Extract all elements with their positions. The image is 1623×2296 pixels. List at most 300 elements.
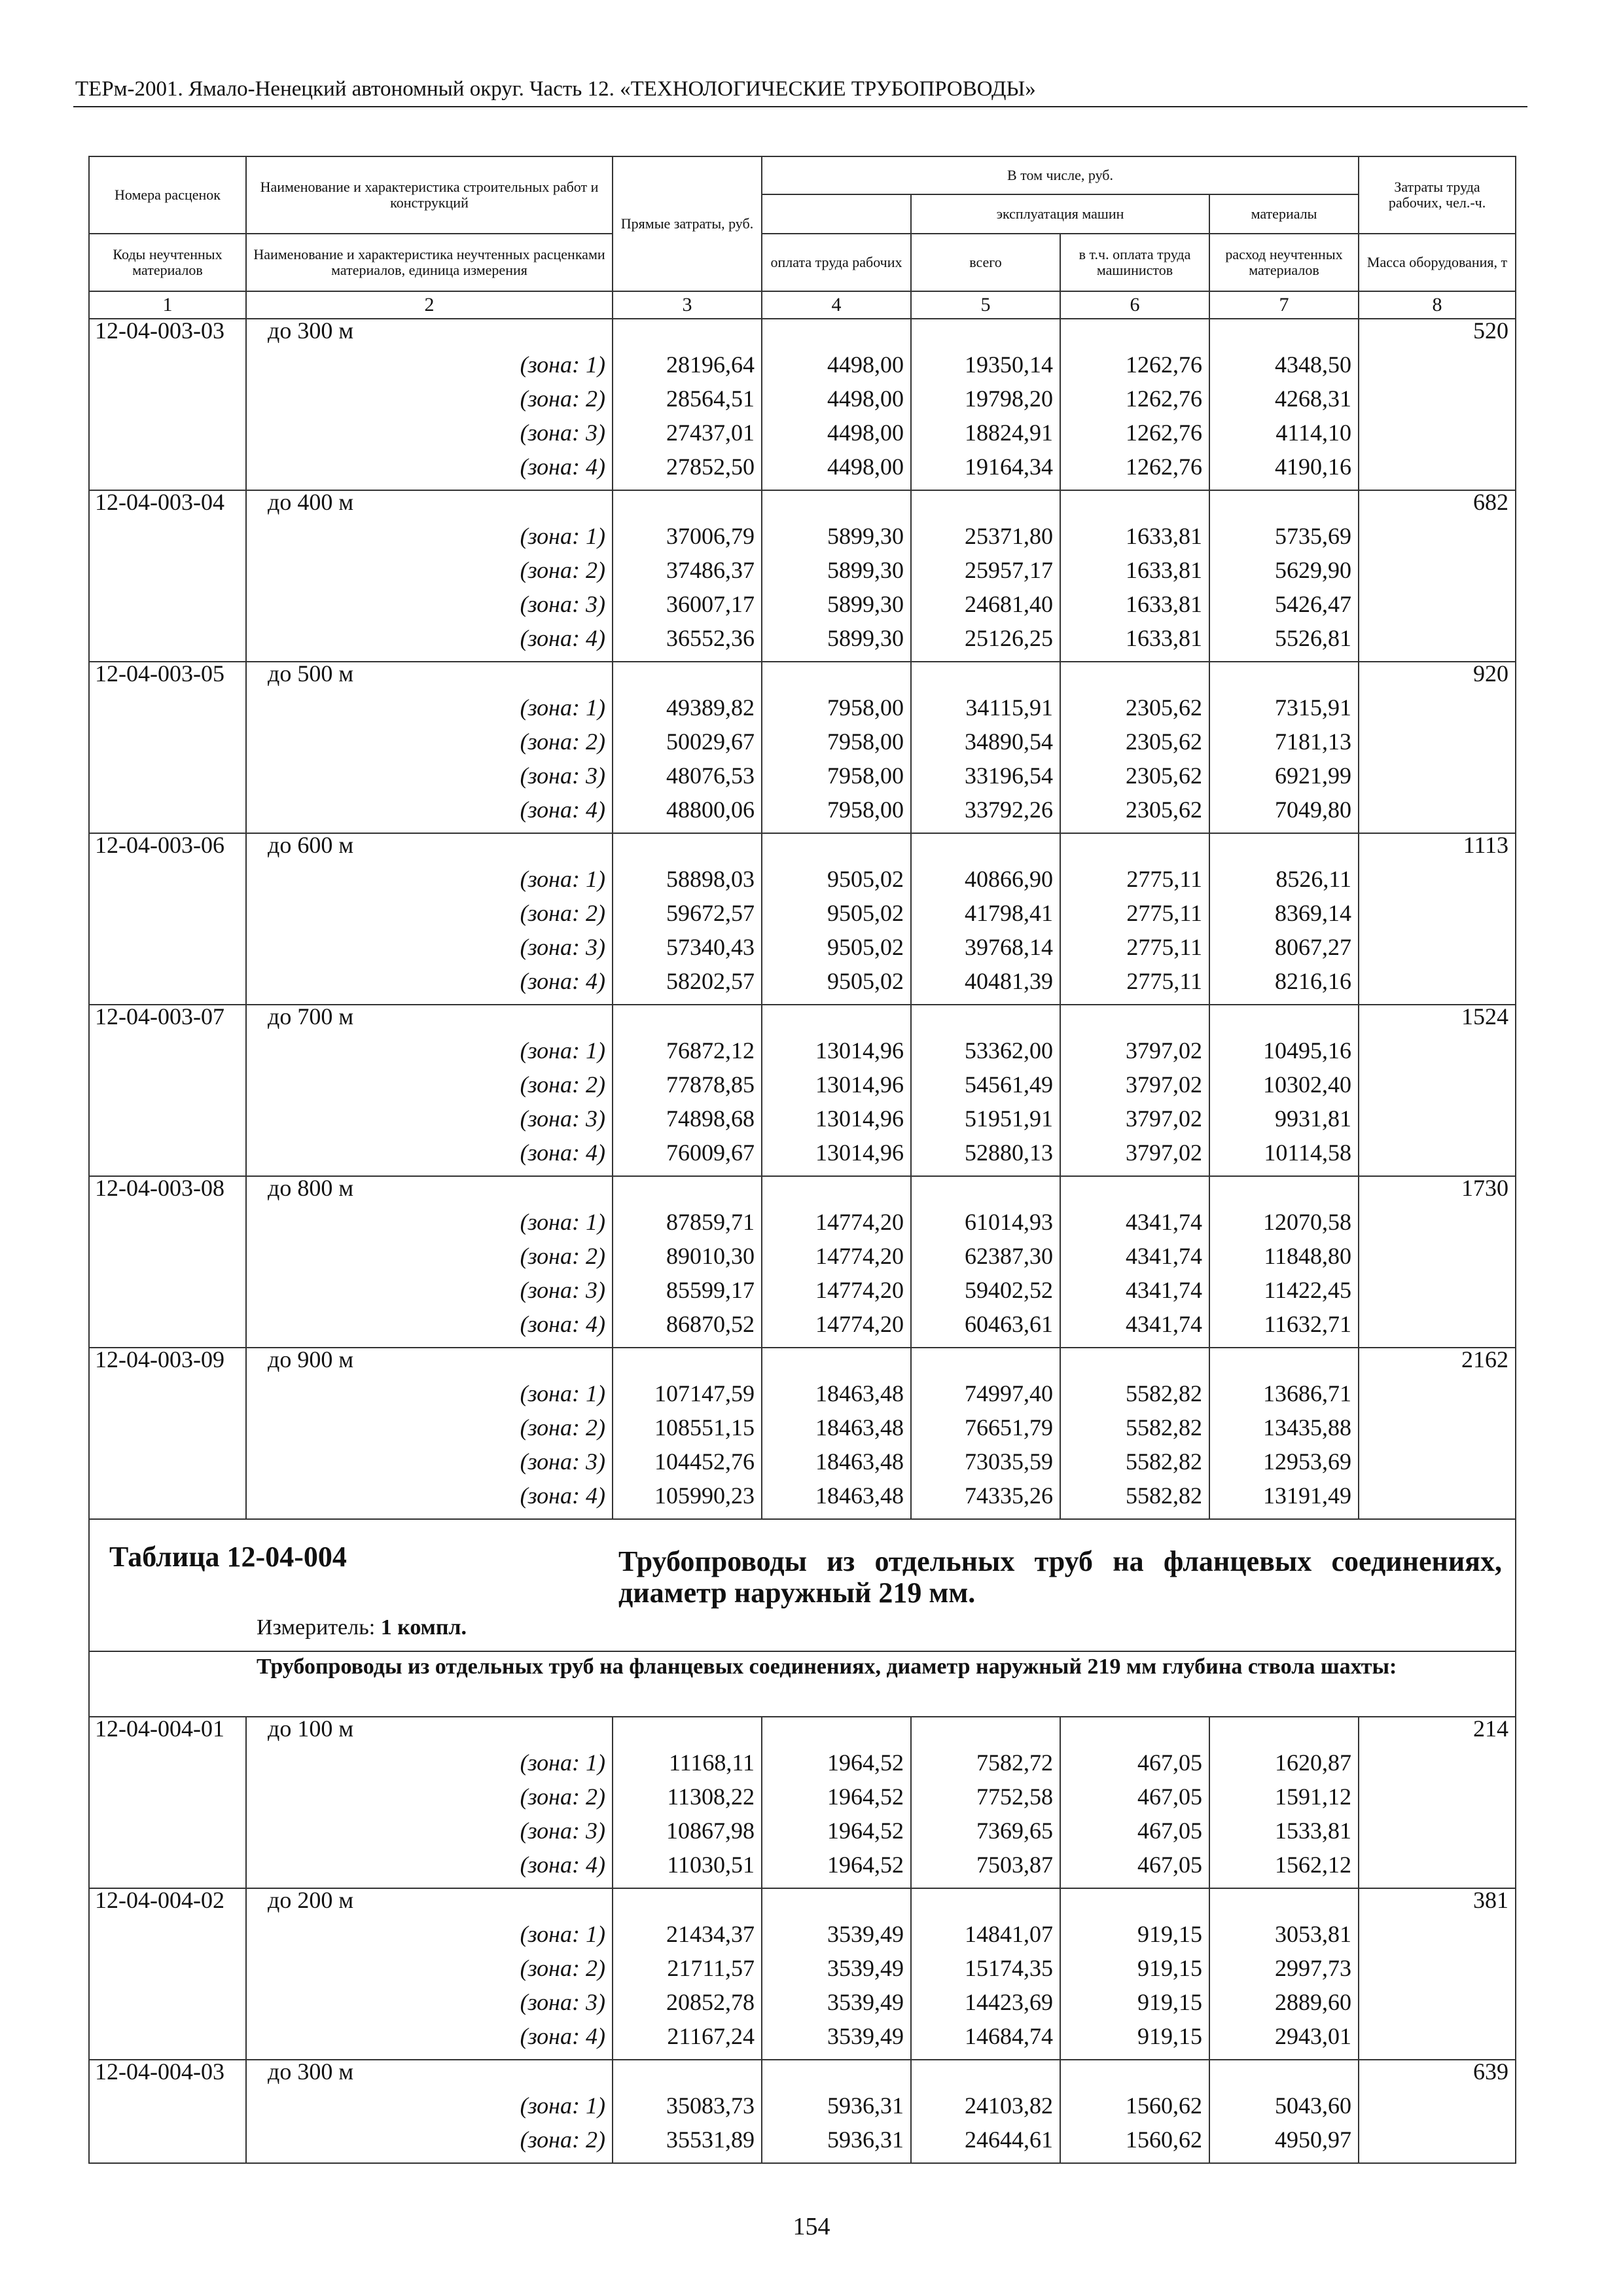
worker-pay: 5899,30 <box>762 627 911 662</box>
empty-cell <box>89 1382 246 1416</box>
depth-label: до 100 м <box>246 1717 613 1751</box>
empty-cell <box>762 490 911 525</box>
empty-cell <box>89 764 246 798</box>
empty-cell <box>89 1785 246 1820</box>
direct-costs: 28196,64 <box>613 353 762 387</box>
col-header-materials: материалы <box>1209 194 1359 234</box>
rate-code: 12-04-004-01 <box>89 1717 246 1751</box>
direct-costs: 49389,82 <box>613 696 762 730</box>
rate-group-row <box>89 1176 1516 1211</box>
zone-label: (зона: 1) <box>246 1039 613 1073</box>
empty-cell <box>89 696 246 730</box>
empty-cell <box>89 970 246 1005</box>
materials-cost: 1591,12 <box>1209 1785 1359 1820</box>
zone-label: (зона: 4) <box>246 1313 613 1348</box>
worker-pay: 1964,52 <box>762 1785 911 1820</box>
driver-pay: 4341,74 <box>1060 1245 1209 1279</box>
machines-total: 52880,13 <box>911 1141 1060 1176</box>
empty-cell <box>89 1484 246 1519</box>
empty-cell <box>1359 1854 1516 1888</box>
driver-pay: 919,15 <box>1060 1923 1209 1957</box>
zone-row <box>89 902 1516 936</box>
zone-label: (зона: 3) <box>246 422 613 456</box>
empty-cell <box>1359 1957 1516 1991</box>
zone-label: (зона: 1) <box>246 2094 613 2128</box>
driver-pay: 919,15 <box>1060 1991 1209 2025</box>
zone-row <box>89 1039 1516 1073</box>
empty-cell <box>89 422 246 456</box>
col-header-equipment-mass: Масса оборудования, т <box>1359 234 1516 291</box>
zone-row <box>89 2025 1516 2060</box>
materials-cost: 8526,11 <box>1209 868 1359 902</box>
machines-total: 7503,87 <box>911 1854 1060 1888</box>
zone-label: (зона: 3) <box>246 1820 613 1854</box>
empty-cell <box>911 1888 1060 1923</box>
rate-group-row <box>89 662 1516 696</box>
worker-pay: 14774,20 <box>762 1279 911 1313</box>
zone-label: (зона: 4) <box>246 1854 613 1888</box>
direct-costs: 37486,37 <box>613 559 762 593</box>
direct-costs: 50029,67 <box>613 730 762 764</box>
zone-row <box>89 764 1516 798</box>
direct-costs: 57340,43 <box>613 936 762 970</box>
running-header: ТЕРм-2001. Ямало-Ненецкий автономный округ. Часть 12. «ТЕХНОЛОГИЧЕСКИЕ ТРУБОПРОВОДЫ» <box>75 77 1036 101</box>
empty-cell <box>89 1450 246 1484</box>
direct-costs: 28564,51 <box>613 387 762 422</box>
empty-cell <box>911 1348 1060 1382</box>
rate-code: 12-04-003-05 <box>89 662 246 696</box>
machines-total: 34115,91 <box>911 696 1060 730</box>
driver-pay: 467,05 <box>1060 1751 1209 1785</box>
empty-cell <box>89 559 246 593</box>
machines-total: 14423,69 <box>911 1991 1060 2025</box>
materials-cost: 2889,60 <box>1209 1991 1359 2025</box>
direct-costs: 35083,73 <box>613 2094 762 2128</box>
direct-costs: 108551,15 <box>613 1416 762 1450</box>
driver-pay: 1560,62 <box>1060 2094 1209 2128</box>
rate-group-row <box>89 1348 1516 1382</box>
empty-cell <box>762 1348 911 1382</box>
rate-group-row <box>89 490 1516 525</box>
machines-total: 51951,91 <box>911 1107 1060 1141</box>
empty-cell <box>1209 490 1359 525</box>
empty-cell <box>1359 730 1516 764</box>
depth-label: до 900 м <box>246 1348 613 1382</box>
zone-row <box>89 2094 1516 2128</box>
depth-label: до 600 м <box>246 833 613 868</box>
empty-cell <box>1359 1751 1516 1785</box>
empty-cell <box>1359 1279 1516 1313</box>
machines-total: 7582,72 <box>911 1751 1060 1785</box>
machines-total: 60463,61 <box>911 1313 1060 1348</box>
worker-pay: 14774,20 <box>762 1245 911 1279</box>
col-number: 4 <box>762 291 911 319</box>
empty-cell <box>89 1416 246 1450</box>
empty-cell <box>89 1313 246 1348</box>
direct-costs: 35531,89 <box>613 2128 762 2163</box>
direct-costs: 48800,06 <box>613 798 762 833</box>
machines-total: 34890,54 <box>911 730 1060 764</box>
zone-label: (зона: 2) <box>246 1416 613 1450</box>
empty-cell <box>1359 1141 1516 1176</box>
direct-costs: 86870,52 <box>613 1313 762 1348</box>
driver-pay: 2775,11 <box>1060 868 1209 902</box>
machines-total: 40866,90 <box>911 868 1060 902</box>
zone-row <box>89 353 1516 387</box>
driver-pay: 467,05 <box>1060 1820 1209 1854</box>
rate-group-row <box>89 2060 1516 2094</box>
empty-cell <box>89 593 246 627</box>
col-number: 6 <box>1060 291 1209 319</box>
empty-cell <box>89 1039 246 1073</box>
empty-cell <box>1060 319 1209 353</box>
worker-pay: 14774,20 <box>762 1211 911 1245</box>
zone-label: (зона: 4) <box>246 970 613 1005</box>
machines-total: 59402,52 <box>911 1279 1060 1313</box>
driver-pay: 1560,62 <box>1060 2128 1209 2163</box>
empty-cell <box>89 525 246 559</box>
direct-costs: 36007,17 <box>613 593 762 627</box>
materials-cost: 5426,47 <box>1209 593 1359 627</box>
zone-row <box>89 1416 1516 1450</box>
empty-cell <box>613 2060 762 2094</box>
empty-cell <box>1209 1176 1359 1211</box>
zone-row <box>89 1991 1516 2025</box>
zone-label: (зона: 4) <box>246 627 613 662</box>
zone-row <box>89 696 1516 730</box>
zone-label: (зона: 2) <box>246 730 613 764</box>
worker-pay: 3539,49 <box>762 2025 911 2060</box>
machines-total: 33792,26 <box>911 798 1060 833</box>
section-12-04-004 <box>89 1519 1516 1717</box>
zone-row <box>89 1279 1516 1313</box>
machines-total: 7369,65 <box>911 1820 1060 1854</box>
materials-cost: 5629,90 <box>1209 559 1359 593</box>
empty-cell <box>1060 490 1209 525</box>
empty-cell <box>1359 593 1516 627</box>
materials-cost: 4348,50 <box>1209 353 1359 387</box>
worker-pay: 13014,96 <box>762 1141 911 1176</box>
materials-cost: 10302,40 <box>1209 1073 1359 1107</box>
driver-pay: 5582,82 <box>1060 1382 1209 1416</box>
machines-total: 14841,07 <box>911 1923 1060 1957</box>
machines-total: 15174,35 <box>911 1957 1060 1991</box>
empty-cell <box>1359 422 1516 456</box>
measure-value: 1 компл. <box>380 1615 467 1640</box>
worker-pay: 18463,48 <box>762 1382 911 1416</box>
empty-cell <box>911 1005 1060 1039</box>
empty-cell <box>89 1957 246 1991</box>
col-number: 7 <box>1209 291 1359 319</box>
page-number: 154 <box>793 2213 830 2240</box>
zone-row <box>89 1313 1516 1348</box>
zone-label: (зона: 1) <box>246 1382 613 1416</box>
empty-cell <box>89 387 246 422</box>
empty-cell <box>1359 1313 1516 1348</box>
zone-label: (зона: 2) <box>246 559 613 593</box>
measure-label: Измеритель: <box>257 1615 376 1640</box>
direct-costs: 27852,50 <box>613 456 762 490</box>
empty-cell <box>762 662 911 696</box>
zone-label: (зона: 2) <box>246 387 613 422</box>
materials-cost: 10114,58 <box>1209 1141 1359 1176</box>
machines-total: 74335,26 <box>911 1484 1060 1519</box>
driver-pay: 2775,11 <box>1060 970 1209 1005</box>
col-header-material-codes: Коды неучтенных материалов <box>89 234 246 291</box>
empty-cell <box>613 1348 762 1382</box>
empty-cell <box>89 456 246 490</box>
driver-pay: 2775,11 <box>1060 902 1209 936</box>
rate-code: 12-04-004-02 <box>89 1888 246 1923</box>
zone-row <box>89 1211 1516 1245</box>
machines-total: 41798,41 <box>911 902 1060 936</box>
driver-pay: 3797,02 <box>1060 1073 1209 1107</box>
direct-costs: 11308,22 <box>613 1785 762 1820</box>
direct-costs: 74898,68 <box>613 1107 762 1141</box>
machines-total: 33196,54 <box>911 764 1060 798</box>
worker-pay: 3539,49 <box>762 1991 911 2025</box>
empty-cell <box>613 833 762 868</box>
col-number: 2 <box>246 291 613 319</box>
worker-pay: 5899,30 <box>762 593 911 627</box>
driver-pay: 4341,74 <box>1060 1313 1209 1348</box>
machines-total: 25371,80 <box>911 525 1060 559</box>
empty-cell <box>1060 1888 1209 1923</box>
empty-cell <box>613 1888 762 1923</box>
direct-costs: 11168,11 <box>613 1751 762 1785</box>
direct-costs: 105990,23 <box>613 1484 762 1519</box>
table-title: Трубопроводы из отдельных труб на фланцевых соединениях, диаметр наружный 219 мм. <box>618 1545 1502 1609</box>
zone-row <box>89 1245 1516 1279</box>
empty-cell <box>1359 1211 1516 1245</box>
worker-pay: 4498,00 <box>762 422 911 456</box>
machines-total: 61014,93 <box>911 1211 1060 1245</box>
section-title-block <box>89 1519 1516 1651</box>
zone-label: (зона: 2) <box>246 902 613 936</box>
zone-row <box>89 730 1516 764</box>
worker-pay: 4498,00 <box>762 353 911 387</box>
zone-row <box>89 1751 1516 1785</box>
empty-cell <box>89 1751 246 1785</box>
materials-cost: 4268,31 <box>1209 387 1359 422</box>
empty-cell <box>89 627 246 662</box>
empty-cell <box>1359 936 1516 970</box>
machines-total: 24644,61 <box>911 2128 1060 2163</box>
empty-cell <box>613 1176 762 1211</box>
labor-cost: 381 <box>1359 1888 1516 1923</box>
zone-label: (зона: 3) <box>246 1279 613 1313</box>
empty-cell <box>89 1073 246 1107</box>
machines-total: 19350,14 <box>911 353 1060 387</box>
machines-total: 14684,74 <box>911 2025 1060 2060</box>
zone-label: (зона: 2) <box>246 1957 613 1991</box>
zone-label: (зона: 4) <box>246 798 613 833</box>
empty-cell <box>1359 1785 1516 1820</box>
empty-cell <box>1359 1991 1516 2025</box>
zone-label: (зона: 2) <box>246 1073 613 1107</box>
driver-pay: 3797,02 <box>1060 1141 1209 1176</box>
zone-label: (зона: 4) <box>246 456 613 490</box>
empty-cell <box>911 2060 1060 2094</box>
zone-label: (зона: 3) <box>246 1450 613 1484</box>
materials-cost: 4950,97 <box>1209 2128 1359 2163</box>
col-header-worker-pay: оплата труда рабочих <box>762 234 911 291</box>
driver-pay: 1633,81 <box>1060 627 1209 662</box>
empty-cell <box>89 1141 246 1176</box>
empty-cell <box>1359 970 1516 1005</box>
empty-cell <box>1209 833 1359 868</box>
materials-cost: 12953,69 <box>1209 1450 1359 1484</box>
machines-total: 24103,82 <box>911 2094 1060 2128</box>
worker-pay: 7958,00 <box>762 798 911 833</box>
empty-cell <box>1209 662 1359 696</box>
materials-cost: 8216,16 <box>1209 970 1359 1005</box>
machines-total: 40481,39 <box>911 970 1060 1005</box>
col-header-machines: эксплуатация машин <box>911 194 1209 234</box>
rate-group-row <box>89 1717 1516 1751</box>
rate-group-row <box>89 1888 1516 1923</box>
zone-label: (зона: 1) <box>246 868 613 902</box>
rate-code: 12-04-004-03 <box>89 2060 246 2094</box>
zone-row <box>89 525 1516 559</box>
zone-label: (зона: 3) <box>246 593 613 627</box>
direct-costs: 37006,79 <box>613 525 762 559</box>
driver-pay: 2305,62 <box>1060 764 1209 798</box>
empty-cell <box>1060 2060 1209 2094</box>
empty-cell <box>89 353 246 387</box>
worker-pay: 13014,96 <box>762 1107 911 1141</box>
depth-label: до 300 м <box>246 319 613 353</box>
machines-total: 25957,17 <box>911 559 1060 593</box>
direct-costs: 58898,03 <box>613 868 762 902</box>
empty-cell <box>613 1005 762 1039</box>
zone-row <box>89 1923 1516 1957</box>
zone-row <box>89 559 1516 593</box>
labor-cost: 1113 <box>1359 833 1516 868</box>
direct-costs: 77878,85 <box>613 1073 762 1107</box>
machines-total: 54561,49 <box>911 1073 1060 1107</box>
direct-costs: 58202,57 <box>613 970 762 1005</box>
empty-cell <box>89 798 246 833</box>
empty-cell <box>89 2128 246 2163</box>
depth-label: до 300 м <box>246 2060 613 2094</box>
machines-total: 74997,40 <box>911 1382 1060 1416</box>
worker-pay: 4498,00 <box>762 387 911 422</box>
driver-pay: 5582,82 <box>1060 1416 1209 1450</box>
empty-cell <box>1359 1073 1516 1107</box>
empty-cell <box>1359 2128 1516 2163</box>
depth-label: до 400 м <box>246 490 613 525</box>
empty-cell <box>1359 353 1516 387</box>
zone-row <box>89 868 1516 902</box>
labor-cost: 1524 <box>1359 1005 1516 1039</box>
rate-code: 12-04-003-07 <box>89 1005 246 1039</box>
empty-cell <box>89 1923 246 1957</box>
col-number: 3 <box>613 291 762 319</box>
zone-row <box>89 1073 1516 1107</box>
driver-pay: 1633,81 <box>1060 525 1209 559</box>
machines-total: 76651,79 <box>911 1416 1060 1450</box>
driver-pay: 5582,82 <box>1060 1484 1209 1519</box>
driver-pay: 919,15 <box>1060 2025 1209 2060</box>
section-subtitle: Трубопроводы из отдельных труб на фланцевых соединениях, диаметр наружный 219 мм глубина ствола шахты: <box>89 1651 1516 1717</box>
empty-cell <box>1359 1107 1516 1141</box>
labor-cost: 920 <box>1359 662 1516 696</box>
labor-cost: 520 <box>1359 319 1516 353</box>
direct-costs: 21434,37 <box>613 1923 762 1957</box>
rate-code: 12-04-003-08 <box>89 1176 246 1211</box>
zone-row <box>89 2128 1516 2163</box>
worker-pay: 3539,49 <box>762 1923 911 1957</box>
empty-cell <box>89 2025 246 2060</box>
col-header-pay-spacer <box>762 194 911 234</box>
driver-pay: 3797,02 <box>1060 1039 1209 1073</box>
direct-costs: 85599,17 <box>613 1279 762 1313</box>
empty-cell <box>1060 1176 1209 1211</box>
empty-cell <box>911 319 1060 353</box>
empty-cell <box>1359 627 1516 662</box>
empty-cell <box>1209 1717 1359 1751</box>
empty-cell <box>89 868 246 902</box>
zone-row <box>89 456 1516 490</box>
materials-cost: 11632,71 <box>1209 1313 1359 1348</box>
empty-cell <box>1209 2060 1359 2094</box>
materials-cost: 2997,73 <box>1209 1957 1359 1991</box>
zone-label: (зона: 1) <box>246 1751 613 1785</box>
machines-total: 19164,34 <box>911 456 1060 490</box>
empty-cell <box>1359 1450 1516 1484</box>
direct-costs: 11030,51 <box>613 1854 762 1888</box>
header-rule <box>73 106 1527 107</box>
driver-pay: 467,05 <box>1060 1854 1209 1888</box>
depth-label: до 700 м <box>246 1005 613 1039</box>
materials-cost: 4114,10 <box>1209 422 1359 456</box>
zone-row <box>89 1382 1516 1416</box>
driver-pay: 1633,81 <box>1060 593 1209 627</box>
zone-row <box>89 1820 1516 1854</box>
worker-pay: 9505,02 <box>762 902 911 936</box>
driver-pay: 4341,74 <box>1060 1279 1209 1313</box>
driver-pay: 1262,76 <box>1060 353 1209 387</box>
rate-group-row <box>89 1005 1516 1039</box>
zone-row <box>89 387 1516 422</box>
empty-cell <box>1060 1717 1209 1751</box>
empty-cell <box>1359 764 1516 798</box>
zone-row <box>89 1450 1516 1484</box>
direct-costs: 48076,53 <box>613 764 762 798</box>
zone-row <box>89 593 1516 627</box>
zone-label: (зона: 2) <box>246 1245 613 1279</box>
machines-total: 25126,25 <box>911 627 1060 662</box>
depth-label: до 800 м <box>246 1176 613 1211</box>
empty-cell <box>911 1176 1060 1211</box>
zone-row <box>89 970 1516 1005</box>
driver-pay: 1262,76 <box>1060 422 1209 456</box>
zone-label: (зона: 1) <box>246 525 613 559</box>
direct-costs: 10867,98 <box>613 1820 762 1854</box>
empty-cell <box>1359 387 1516 422</box>
driver-pay: 2305,62 <box>1060 798 1209 833</box>
empty-cell <box>1359 798 1516 833</box>
empty-cell <box>89 2094 246 2128</box>
zone-row <box>89 422 1516 456</box>
direct-costs: 59672,57 <box>613 902 762 936</box>
zone-label: (зона: 3) <box>246 764 613 798</box>
driver-pay: 3797,02 <box>1060 1107 1209 1141</box>
direct-costs: 21167,24 <box>613 2025 762 2060</box>
rate-code: 12-04-003-03 <box>89 319 246 353</box>
materials-cost: 13686,71 <box>1209 1382 1359 1416</box>
